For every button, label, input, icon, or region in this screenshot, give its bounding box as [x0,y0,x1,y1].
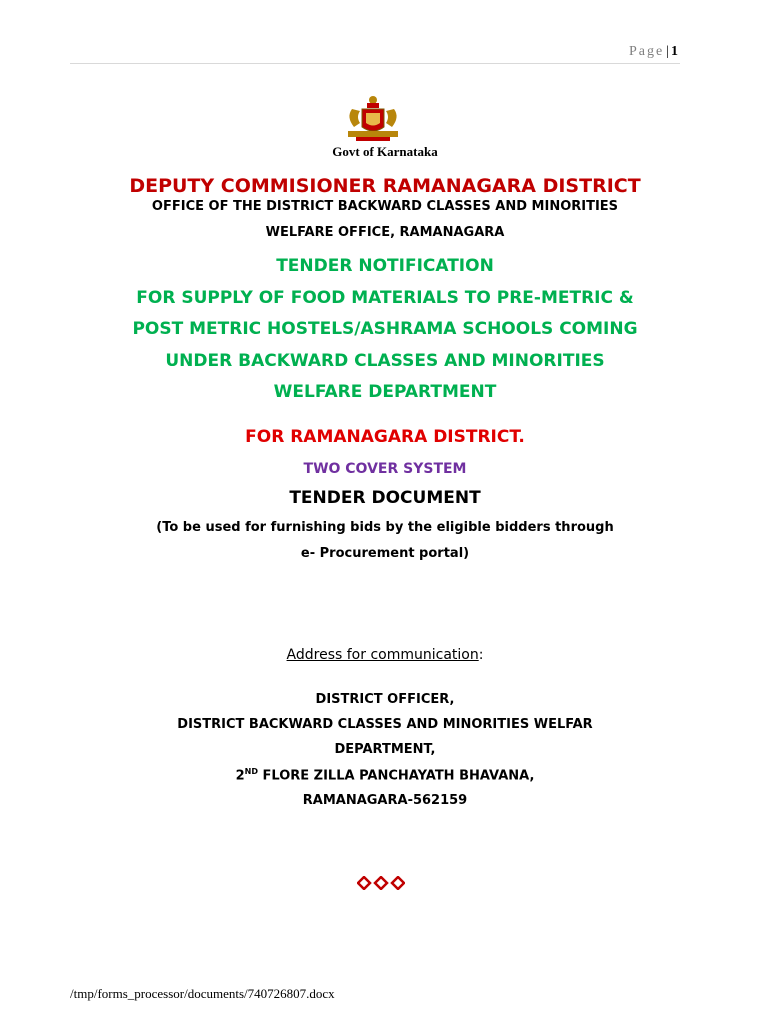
supply-line-3: UNDER BACKWARD CLASSES AND MINORITIES [165,351,605,371]
floor-number: 2 [235,768,245,784]
address-line-3: DEPARTMENT, [334,742,436,757]
office-line-1: OFFICE OF THE DISTRICT BACKWARD CLASSES AND MINORITIES [151,199,619,214]
cover-system: TWO COVER SYSTEM [303,461,467,477]
address-line-1: DISTRICT OFFICER, [315,692,455,707]
address-city: RAMANAGARA-562159 [302,793,468,808]
address-line-2: DISTRICT BACKWARD CLASSES AND MINORITIES WELFAR [177,717,593,732]
page-label: Page [628,44,665,59]
tender-notification: TENDER NOTIFICATION [276,256,494,276]
supply-line-2: POST METRIC HOSTELS/ASHRAMA SCHOOLS COMING [132,319,638,339]
address-label-text: Address for communication [286,647,479,663]
page-number: 1 [671,44,678,59]
floor-rest: FLORE ZILLA PANCHAYATH BHAVANA, [257,768,535,784]
supply-line-1: FOR SUPPLY OF FOOD MATERIALS TO PRE-METRIC & [136,288,634,308]
usage-note-line-1: (To be used for furnishing bids by the eligible bidders through [156,520,614,535]
diamond-ornament-icon [357,876,405,890]
karnataka-emblem-icon [342,95,404,143]
office-line-2: WELFARE OFFICE, RAMANAGARA [265,225,505,240]
for-district: FOR RAMANAGARA DISTRICT. [245,427,525,447]
floor-superscript: ND [244,767,258,776]
govt-of-karnataka: Govt of Karnataka [332,144,438,159]
document-title: DEPUTY COMMISIONER RAMANAGARA DISTRICT [129,175,641,197]
supply-line-4: WELFARE DEPARTMENT [273,382,497,402]
page-separator: | [666,44,669,59]
footer-file-path: /tmp/forms_processor/documents/740726807.docx [70,986,335,1001]
address-label-suffix: : [478,647,484,663]
page-number-header [629,44,678,60]
address-label [0,647,770,663]
header-rule [70,63,680,64]
tender-document-heading: TENDER DOCUMENT [289,488,481,508]
usage-note-line-2: e- Procurement portal) [300,546,470,561]
address-line-floor [0,767,770,783]
